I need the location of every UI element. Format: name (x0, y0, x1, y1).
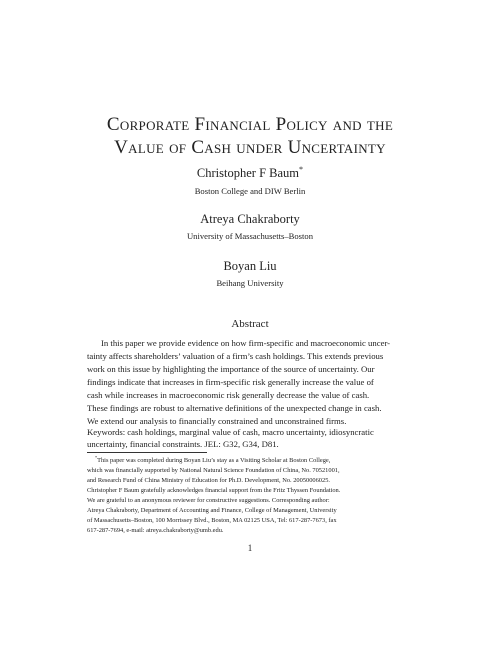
author-name: Atreya Chakraborty (200, 212, 300, 226)
abstract-line: findings indicate that increases in firm-specific risk generally increase the value of (87, 377, 374, 387)
author-footnote-mark: * (299, 164, 304, 174)
paper-title-line-1: Corporate Financial Policy and the (106, 114, 394, 135)
footnote-line: Christopher F Baum gratefully acknowledges financial support from the Fritz Thyssen Foundation. (87, 487, 341, 494)
author-affiliation: Beihang University (216, 278, 284, 288)
footnote-line: and Research Fund of China Ministry of Education for Ph.D. Development, No. 20050006025. (87, 477, 330, 484)
keywords-line: Keywords: cash holdings, marginal value of cash, macro uncertainty, idiosyncratic (87, 427, 374, 437)
author-name-text: Christopher F Baum (196, 166, 300, 180)
abstract-line: In this paper we provide evidence on how firm-specific and macroeconomic uncer- (101, 338, 391, 348)
abstract-line: These findings are robust to alternative definitions of the unexpected change in cash. (87, 403, 382, 413)
author-name: Boyan Liu (223, 259, 277, 273)
author-affiliation: University of Massachusetts–Boston (186, 231, 314, 241)
abstract-heading: Abstract (231, 318, 269, 330)
page-number: 1 (247, 543, 253, 553)
keywords-line: uncertainty, financial constraints. JEL: G32, G34, D81. (87, 439, 279, 449)
footnote-line: of Massachusetts–Boston, 100 Morrissey Blvd., Boston, MA 02125 USA, Tel: 617-287-7673, fax (87, 517, 337, 524)
abstract-line: work on this issue by highlighting the importance of the source of uncertainty. Our (87, 364, 375, 374)
abstract-line: tainty affects shareholders’ valuation of a firm’s cash holdings. This extends previous (87, 351, 384, 361)
paper-title-line-2: Value of Cash under Uncertainty (114, 137, 386, 158)
footnote-line: 617-287-7694, e-mail: atreya.chakraborty@umb.edu. (87, 527, 224, 534)
author-name (0, 166, 500, 181)
footnote-mark: * (95, 454, 98, 460)
author-affiliation: Boston College and DIW Berlin (194, 186, 306, 196)
abstract-line: We extend our analysis to financially constrained and unconstrained firms. (87, 416, 347, 426)
footnote-line (95, 456, 425, 466)
footnote-line: Atreya Chakraborty, Department of Accounting and Finance, College of Management, University (87, 507, 337, 514)
abstract-line: cash while increases in macroeconomic risk generally decrease the value of cash. (87, 390, 370, 400)
footnote-rule (87, 452, 207, 453)
footnote-line: We are grateful to an anonymous reviewer for constructive suggestions. Corresponding author: (87, 497, 330, 504)
footnote-line: which was financially supported by National Natural Science Foundation of China, No. 70521001, (87, 467, 340, 474)
footnote-line-text: This paper was completed during Boyan Liu’s stay as a Visiting Scholar at Boston College, (97, 457, 331, 464)
